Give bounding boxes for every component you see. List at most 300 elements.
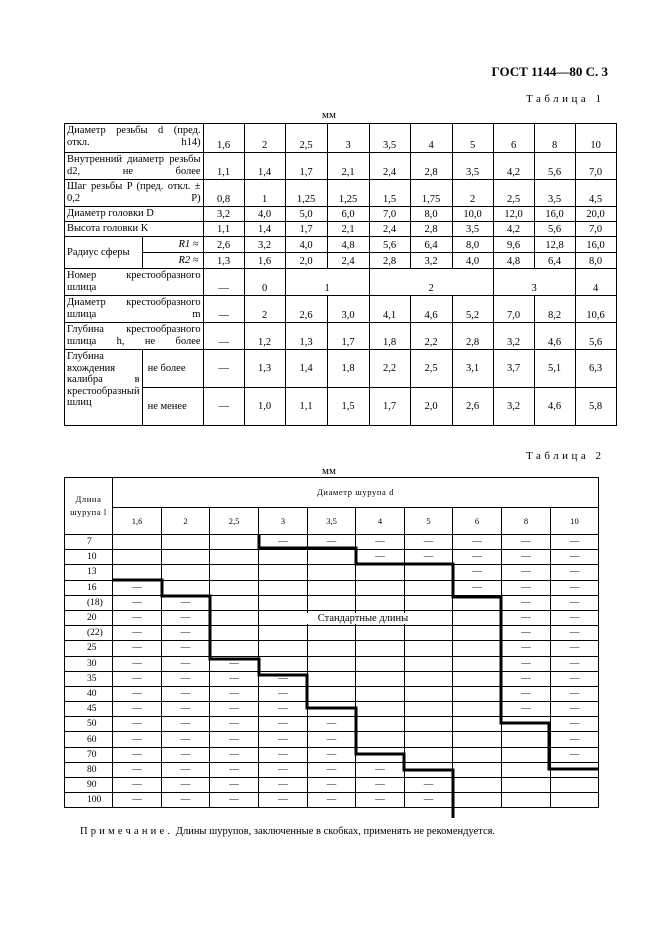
table2-cell: — (356, 793, 405, 808)
table2-cell: — (502, 550, 551, 565)
table1-unit: мм (322, 109, 336, 121)
table1-cell: — (203, 323, 244, 350)
table2-cell (259, 580, 308, 595)
table2-cell: — (502, 641, 551, 656)
table1-row-headK (65, 222, 617, 237)
table1-cell: 3,5 (452, 222, 493, 237)
table2-cell (259, 550, 308, 565)
table1-cell: 10,6 (575, 296, 616, 323)
table2-cell: — (162, 610, 210, 625)
table1-cell: 5,2 (452, 296, 493, 323)
table2-cell: — (162, 641, 210, 656)
table2-row (65, 535, 599, 550)
table2-cell: — (551, 656, 599, 671)
table2-cell (308, 565, 356, 580)
table2-cell (502, 778, 551, 793)
table1-cell: 2,6 (203, 237, 244, 253)
length-cell: 10 (65, 550, 113, 565)
table1-cell: 2,8 (410, 153, 452, 180)
table2 (64, 477, 599, 808)
table2-cell (113, 565, 162, 580)
table2-cell (356, 565, 405, 580)
table2-cell: — (551, 747, 599, 762)
table1-cell: 7,0 (493, 296, 534, 323)
table2-cell (308, 641, 356, 656)
table1-row-depth-min (65, 388, 617, 426)
table2-cell: — (308, 762, 356, 777)
table2-cell: — (551, 717, 599, 732)
table2-cell: — (502, 656, 551, 671)
table2-cell (210, 535, 259, 550)
table1-label: Глубина вхождения калибра в крестообразный шлиц (65, 350, 143, 426)
table1-cell: 3,1 (452, 350, 493, 388)
diameter-column-header: 4 (356, 508, 405, 535)
table1-cell: 1,4 (244, 153, 285, 180)
table1-cell: 16,0 (575, 237, 616, 253)
table1-cell: 5,8 (575, 388, 616, 426)
table2-cell: — (308, 732, 356, 747)
table2-cell: — (259, 732, 308, 747)
table1-cell: 4,0 (452, 253, 493, 269)
table2-cell: — (259, 671, 308, 686)
table2-cell: — (551, 732, 599, 747)
table1-cell: 6,4 (410, 237, 452, 253)
table1-cell: 2 (244, 296, 285, 323)
table1-label: Номер крестообразного шлица (65, 269, 204, 296)
length-cell: 25 (65, 641, 113, 656)
table2-row (65, 565, 599, 580)
table2-cell (356, 686, 405, 701)
table1-cell: 5,1 (534, 350, 575, 388)
diameter-column-header: 1,6 (113, 508, 162, 535)
table1-cell: 1,8 (369, 323, 410, 350)
table1-sublabel: не более (142, 350, 203, 388)
table1-cell: 4,8 (493, 253, 534, 269)
table2-cell: — (502, 610, 551, 625)
table2-cell (502, 747, 551, 762)
table2-cell: — (113, 793, 162, 808)
length-cell: 13 (65, 565, 113, 580)
table1-cell: 1,3 (285, 323, 327, 350)
table2-cell: — (162, 793, 210, 808)
table2-cell: — (551, 595, 599, 610)
table2-cell (453, 717, 502, 732)
table1-cell: 2,8 (452, 323, 493, 350)
table2-cell (210, 550, 259, 565)
table2-cell: — (113, 610, 162, 625)
table1-cell: 3,5 (534, 180, 575, 207)
table2-row (65, 702, 599, 717)
table1-cell: 3,2 (493, 323, 534, 350)
table2-cell (551, 762, 599, 777)
table2-cell: — (453, 535, 502, 550)
table2-cell: — (356, 550, 405, 565)
table2-cell: — (502, 535, 551, 550)
table2-cell: — (162, 778, 210, 793)
table2-cell: — (551, 626, 599, 641)
table1-cell: 2,5 (493, 180, 534, 207)
table2-cell (405, 626, 453, 641)
table1-cell: 1 (285, 269, 369, 296)
table2-cell: — (308, 747, 356, 762)
table2-cell: — (551, 686, 599, 701)
table2-cell (210, 641, 259, 656)
table2-cell: — (502, 626, 551, 641)
table2-cell: — (453, 580, 502, 595)
table2-cell (405, 747, 453, 762)
table2-row (65, 778, 599, 793)
table2-cell: — (259, 686, 308, 701)
document-header: ГОСТ 1144—80 С. 3 (491, 64, 608, 79)
table2-cell: — (162, 732, 210, 747)
table2-cell (162, 580, 210, 595)
table2-cell (162, 550, 210, 565)
table2-cell (405, 671, 453, 686)
table2-cell: — (162, 702, 210, 717)
table1-cell: 1,6 (203, 124, 244, 153)
table2-cell: — (210, 762, 259, 777)
table1-label: Высота головки K (65, 222, 204, 237)
note-text: Длины шурупов, заключенные в скобках, применять не рекомендуется. (175, 826, 496, 837)
table2-cell: — (210, 671, 259, 686)
table2-cell (259, 565, 308, 580)
table2-cell: — (113, 778, 162, 793)
table2-cell: — (502, 580, 551, 595)
table1-cell: 4,0 (285, 237, 327, 253)
table1-row-r2 (65, 253, 617, 269)
length-column-header: Длина шурупа l (65, 478, 113, 535)
table1-label: Диаметр головки D (65, 207, 204, 222)
table1-row-h (65, 323, 617, 350)
table2-row (65, 671, 599, 686)
table2-cell (259, 626, 308, 641)
table2-cell (308, 656, 356, 671)
table1-cell: — (203, 350, 244, 388)
table2-cell: — (405, 550, 453, 565)
table1-label: Глубина крестообразного шлица h, не более (65, 323, 204, 350)
table2-cell (210, 580, 259, 595)
length-cell: 50 (65, 717, 113, 732)
table2-cell (453, 793, 502, 808)
table1-cell: 1,75 (410, 180, 452, 207)
length-cell: 40 (65, 686, 113, 701)
table2-cell: — (405, 778, 453, 793)
table1-cell: 1,1 (203, 153, 244, 180)
table1-cell: 2,2 (410, 323, 452, 350)
table1-cell: 7,0 (575, 153, 616, 180)
table2-cell: — (259, 762, 308, 777)
length-cell: 70 (65, 747, 113, 762)
table2-cell: — (405, 762, 453, 777)
table1-label: Шаг резьбы P (пред. откл. ± 0,2 P) (65, 180, 204, 207)
table1-cell: 1,4 (244, 222, 285, 237)
table2-cell (453, 626, 502, 641)
table1-cell: 6,0 (327, 207, 369, 222)
table2-cell (113, 550, 162, 565)
table2-cell (453, 762, 502, 777)
table2-cell: — (113, 732, 162, 747)
length-cell: 45 (65, 702, 113, 717)
table2-cell: — (210, 747, 259, 762)
table2-cell: — (259, 778, 308, 793)
table2-cell (356, 702, 405, 717)
table1-cell: 20,0 (575, 207, 616, 222)
table1-cell: 3,2 (244, 237, 285, 253)
table2-cell: — (259, 793, 308, 808)
table2-cell: — (113, 717, 162, 732)
table2-cell: — (113, 747, 162, 762)
table1-cell: 2 (244, 124, 285, 153)
length-cell: 35 (65, 671, 113, 686)
table1-row-headD (65, 207, 617, 222)
table2-cell (356, 671, 405, 686)
table2-row (65, 717, 599, 732)
table1-cell: 3,2 (493, 388, 534, 426)
table1-cell: 0,8 (203, 180, 244, 207)
table2-row (65, 732, 599, 747)
table2-cell (453, 686, 502, 701)
table2-row (65, 580, 599, 595)
table2-cell: — (551, 550, 599, 565)
table2-cell (453, 595, 502, 610)
diameter-column-header: 5 (405, 508, 453, 535)
table-note (80, 826, 495, 837)
table1-cell: 3,5 (452, 153, 493, 180)
table1-label: Диаметр крестообразного шлица m (65, 296, 204, 323)
table2-cell: — (502, 686, 551, 701)
diameter-column-header: 8 (502, 508, 551, 535)
table2-cell: — (210, 778, 259, 793)
table2-row (65, 686, 599, 701)
table1-cell: 1,0 (244, 388, 285, 426)
table2-cell: — (162, 626, 210, 641)
diameter-group-header: Диаметр шурупа d (113, 478, 599, 508)
table2-cell: — (113, 580, 162, 595)
table1-cell: 1,7 (369, 388, 410, 426)
table2-cell: — (162, 747, 210, 762)
table2-cell: — (210, 702, 259, 717)
table1-cell: 4,0 (244, 207, 285, 222)
table2-cell: — (259, 535, 308, 550)
table2-cell (308, 671, 356, 686)
table2-row (65, 641, 599, 656)
table2-cell: — (162, 717, 210, 732)
table1-cell: 4,6 (410, 296, 452, 323)
table1-cell: 3,5 (369, 124, 410, 153)
table2-cell: — (210, 732, 259, 747)
table1-cell: 3,2 (410, 253, 452, 269)
table2-cell (453, 778, 502, 793)
table2-cell: — (356, 778, 405, 793)
table2-cell: — (356, 535, 405, 550)
table1-cell: — (203, 296, 244, 323)
table1-cell: 10 (575, 124, 616, 153)
table1-cell: 1,5 (369, 180, 410, 207)
table1-cell: 7,0 (369, 207, 410, 222)
table1-cell: 1,7 (285, 153, 327, 180)
table1-cell: 2,6 (452, 388, 493, 426)
table2-cell: — (259, 702, 308, 717)
table2-cell (259, 595, 308, 610)
table1-cell: 2,1 (327, 153, 369, 180)
table1-cell: 12,0 (493, 207, 534, 222)
length-cell: (18) (65, 595, 113, 610)
table2-cell: — (551, 671, 599, 686)
table2-caption: Таблица 2 (526, 450, 605, 462)
table2-cell: — (502, 565, 551, 580)
table1-cell: 1 (244, 180, 285, 207)
table2-cell: — (551, 641, 599, 656)
table1-cell: 2,6 (285, 296, 327, 323)
table1-cell: 2,5 (285, 124, 327, 153)
table1-cell: 1,2 (244, 323, 285, 350)
table2-cell (405, 656, 453, 671)
table1-cell: 1,3 (244, 350, 285, 388)
table1-cell: 4,2 (493, 153, 534, 180)
table1-cell: 2,0 (410, 388, 452, 426)
table1-cell: 5 (452, 124, 493, 153)
table1-cell: 2,0 (285, 253, 327, 269)
table2-cell: — (259, 747, 308, 762)
table2-row (65, 656, 599, 671)
table2-cell: — (551, 610, 599, 625)
table1-cell: 2 (452, 180, 493, 207)
table2-cell (453, 671, 502, 686)
table1-row-depth-max (65, 350, 617, 388)
table1-sublabel: R1 ≈ (142, 237, 203, 253)
table2-cell: — (210, 656, 259, 671)
table1-cell: 4 (410, 124, 452, 153)
table2-cell: — (162, 671, 210, 686)
length-cell: (22) (65, 626, 113, 641)
table2-cell: — (210, 793, 259, 808)
table2-cell: — (405, 793, 453, 808)
length-cell: 90 (65, 778, 113, 793)
table2-cell (259, 656, 308, 671)
table1-row-r1 (65, 237, 617, 253)
length-cell: 16 (65, 580, 113, 595)
table1-cell: 5,6 (534, 153, 575, 180)
diameter-column-header: 10 (551, 508, 599, 535)
table1-cell: 1,5 (327, 388, 369, 426)
table1-cell: 12,8 (534, 237, 575, 253)
table1-sublabel: R2 ≈ (142, 253, 203, 269)
table1-cell: 0 (244, 269, 285, 296)
table2-cell: — (551, 702, 599, 717)
table1-cell: 1,7 (285, 222, 327, 237)
table2-cell (356, 580, 405, 595)
table2-row (65, 793, 599, 808)
table2-cell: — (356, 747, 405, 762)
table2-cell: — (113, 671, 162, 686)
table2-cell: — (113, 641, 162, 656)
table1-cell: — (203, 388, 244, 426)
table1-label: Диаметр резьбы d (пред. откл. h14) (65, 124, 204, 153)
table1-cell: 2,4 (327, 253, 369, 269)
table1-cell: 7,0 (575, 222, 616, 237)
table2-cell (453, 732, 502, 747)
table1-cell: 2 (369, 269, 493, 296)
table2-cell: — (308, 778, 356, 793)
table2-row (65, 747, 599, 762)
table2-cell: — (308, 717, 356, 732)
table2-cell (551, 793, 599, 808)
table1-cell: 5,6 (534, 222, 575, 237)
table2-cell: — (210, 686, 259, 701)
table1-cell: 8 (534, 124, 575, 153)
table2-cell (551, 778, 599, 793)
table2-cell: — (308, 793, 356, 808)
table1-cell: 4,8 (327, 237, 369, 253)
diameter-column-header: 2 (162, 508, 210, 535)
table1-cell: 1,25 (327, 180, 369, 207)
table2-cell (405, 732, 453, 747)
table2-cell (453, 656, 502, 671)
table1-cell: 2,2 (369, 350, 410, 388)
table2-cell (405, 595, 453, 610)
table2-cell: — (162, 686, 210, 701)
table1-cell: 1,1 (285, 388, 327, 426)
table1-label: Внутренний диаметр резьбы d2, не более (65, 153, 204, 180)
table1-cell: 3,0 (327, 296, 369, 323)
diameter-column-header: 2,5 (210, 508, 259, 535)
table1-cell: 4,6 (534, 388, 575, 426)
table1-cell: 9,6 (493, 237, 534, 253)
table1-cell: 8,0 (410, 207, 452, 222)
table1-cell: 8,0 (575, 253, 616, 269)
table2-cell: — (405, 535, 453, 550)
table2-cell (162, 565, 210, 580)
table1-cell: 6,3 (575, 350, 616, 388)
table2-cell (405, 565, 453, 580)
diameter-column-header: 6 (453, 508, 502, 535)
table2-cell: — (259, 717, 308, 732)
table2-cell (405, 641, 453, 656)
table2-row (65, 762, 599, 777)
table1-cell: 3 (493, 269, 575, 296)
table1-cell: 3 (327, 124, 369, 153)
table2-cell: — (551, 565, 599, 580)
table1-sublabel: не менее (142, 388, 203, 426)
table1-cell: 4,1 (369, 296, 410, 323)
table1-cell: 1,3 (203, 253, 244, 269)
table1-cell: 4,5 (575, 180, 616, 207)
table1-cell: 2,8 (410, 222, 452, 237)
table2-cell (308, 580, 356, 595)
table1-cell: — (203, 269, 244, 296)
table2-cell (356, 717, 405, 732)
table2-cell (405, 702, 453, 717)
table1-cell: 4,2 (493, 222, 534, 237)
table2-cell (502, 732, 551, 747)
table1-cell: 2,5 (410, 350, 452, 388)
table2-cell: — (308, 702, 356, 717)
standard-lengths-label: Стандартные длины (280, 613, 446, 624)
table1-cell: 5,6 (369, 237, 410, 253)
table1-cell: 8,2 (534, 296, 575, 323)
table1-cell: 16,0 (534, 207, 575, 222)
table2-cell (453, 641, 502, 656)
table2-cell: — (308, 535, 356, 550)
table2-cell: — (210, 717, 259, 732)
table2-cell (210, 565, 259, 580)
table2-cell: — (113, 595, 162, 610)
table2-cell (502, 762, 551, 777)
table2-cell (453, 702, 502, 717)
table1-cell: 6,4 (534, 253, 575, 269)
table2-row (65, 626, 599, 641)
table2-cell: — (502, 702, 551, 717)
